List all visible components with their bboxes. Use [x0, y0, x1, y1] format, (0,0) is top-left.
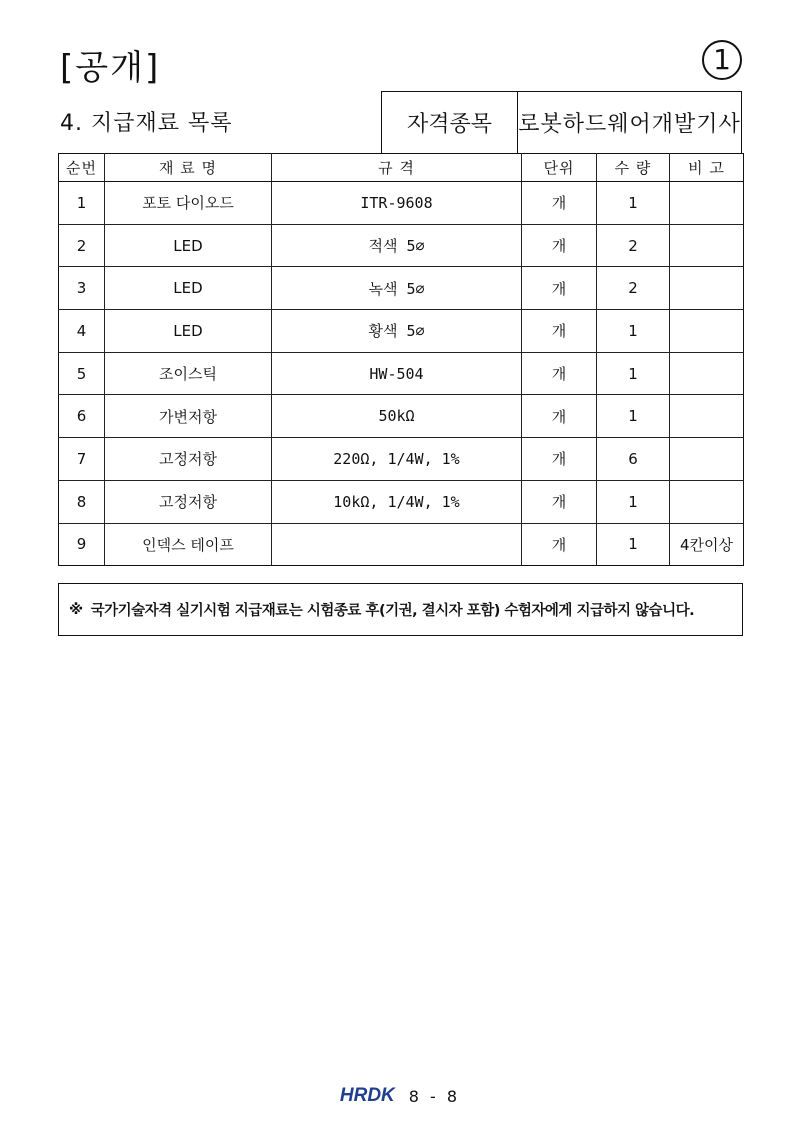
cell-remarks	[670, 267, 744, 310]
table-row	[59, 267, 744, 310]
notice-text: 국가기술자격 실기시험 지급재료는 시험종료 후(기권, 결시자 포함) 수험자에게 지급하지 않습니다.	[90, 603, 695, 619]
cell-spec: 황색 5∅	[272, 310, 522, 353]
cell-material: 고정저항	[105, 438, 272, 481]
cell-unit: 개	[522, 352, 597, 395]
cell-quantity: 1	[597, 182, 670, 225]
cell-material: 조이스틱	[105, 352, 272, 395]
cell-no: 9	[59, 523, 105, 566]
cell-no: 7	[59, 438, 105, 481]
cell-remarks	[670, 480, 744, 523]
cell-unit: 개	[522, 480, 597, 523]
cell-quantity: 2	[597, 267, 670, 310]
cell-quantity: 1	[597, 310, 670, 353]
table-row	[59, 224, 744, 267]
cell-remarks	[670, 395, 744, 438]
cell-quantity: 1	[597, 523, 670, 566]
cell-material: LED	[105, 267, 272, 310]
cell-unit: 개	[522, 438, 597, 481]
header-unit: 단위	[522, 154, 597, 182]
certification-label: 자격종목	[382, 92, 518, 153]
cell-spec: 녹색 5∅	[272, 267, 522, 310]
table-row	[59, 182, 744, 225]
cell-no: 6	[59, 395, 105, 438]
cell-material: 고정저항	[105, 480, 272, 523]
cell-unit: 개	[522, 395, 597, 438]
header-spec: 규 격	[272, 154, 522, 182]
cell-remarks	[670, 182, 744, 225]
certification-value: 로봇하드웨어개발기사	[518, 112, 741, 137]
cell-spec: 10kΩ, 1/4W, 1%	[272, 480, 522, 523]
cell-spec: 50kΩ	[272, 395, 522, 438]
table-row	[59, 480, 744, 523]
cell-no: 3	[59, 267, 105, 310]
cell-remarks	[670, 224, 744, 267]
cell-unit: 개	[522, 310, 597, 353]
header-remarks: 비 고	[670, 154, 744, 182]
table-row	[59, 438, 744, 481]
cell-no: 4	[59, 310, 105, 353]
cell-material: LED	[105, 310, 272, 353]
cell-no: 8	[59, 480, 105, 523]
page-footer	[0, 1085, 800, 1107]
cell-quantity: 1	[597, 480, 670, 523]
table-row	[59, 395, 744, 438]
cell-material: 포토 다이오드	[105, 182, 272, 225]
hrdk-logo: HRDK	[339, 1085, 395, 1106]
cell-quantity: 6	[597, 438, 670, 481]
cell-no: 1	[59, 182, 105, 225]
reference-mark-icon: ※	[69, 601, 83, 618]
cell-material: LED	[105, 224, 272, 267]
header-material: 재 료 명	[105, 154, 272, 182]
section-title: 4. 지급재료 목록	[60, 111, 233, 136]
table-row	[59, 523, 744, 566]
cell-spec: 적색 5∅	[272, 224, 522, 267]
page-number-badge: 1	[702, 40, 742, 80]
certification-box	[381, 91, 742, 153]
cell-no: 5	[59, 352, 105, 395]
cell-quantity: 2	[597, 224, 670, 267]
header-no: 순번	[59, 154, 105, 182]
cell-remarks	[670, 352, 744, 395]
cell-unit: 개	[522, 267, 597, 310]
table-row	[59, 352, 744, 395]
cell-material: 가변저항	[105, 395, 272, 438]
table-row	[59, 310, 744, 353]
table-header-row	[59, 154, 744, 182]
cell-spec: HW-504	[272, 352, 522, 395]
cell-spec	[272, 523, 522, 566]
cell-unit: 개	[522, 182, 597, 225]
materials-table	[58, 153, 744, 566]
footer-page-number: 8 - 8	[408, 1086, 461, 1106]
cell-material: 인덱스 테이프	[105, 523, 272, 566]
cell-remarks	[670, 438, 744, 481]
cell-spec: 220Ω, 1/4W, 1%	[272, 438, 522, 481]
document-label: [공개]	[60, 48, 161, 88]
cell-remarks	[670, 310, 744, 353]
cell-spec: ITR-9608	[272, 182, 522, 225]
cell-unit: 개	[522, 224, 597, 267]
notice-box	[58, 583, 743, 636]
cell-remarks: 4칸이상	[670, 523, 744, 566]
cell-quantity: 1	[597, 352, 670, 395]
cell-quantity: 1	[597, 395, 670, 438]
cell-unit: 개	[522, 523, 597, 566]
cell-no: 2	[59, 224, 105, 267]
header-quantity: 수 량	[597, 154, 670, 182]
